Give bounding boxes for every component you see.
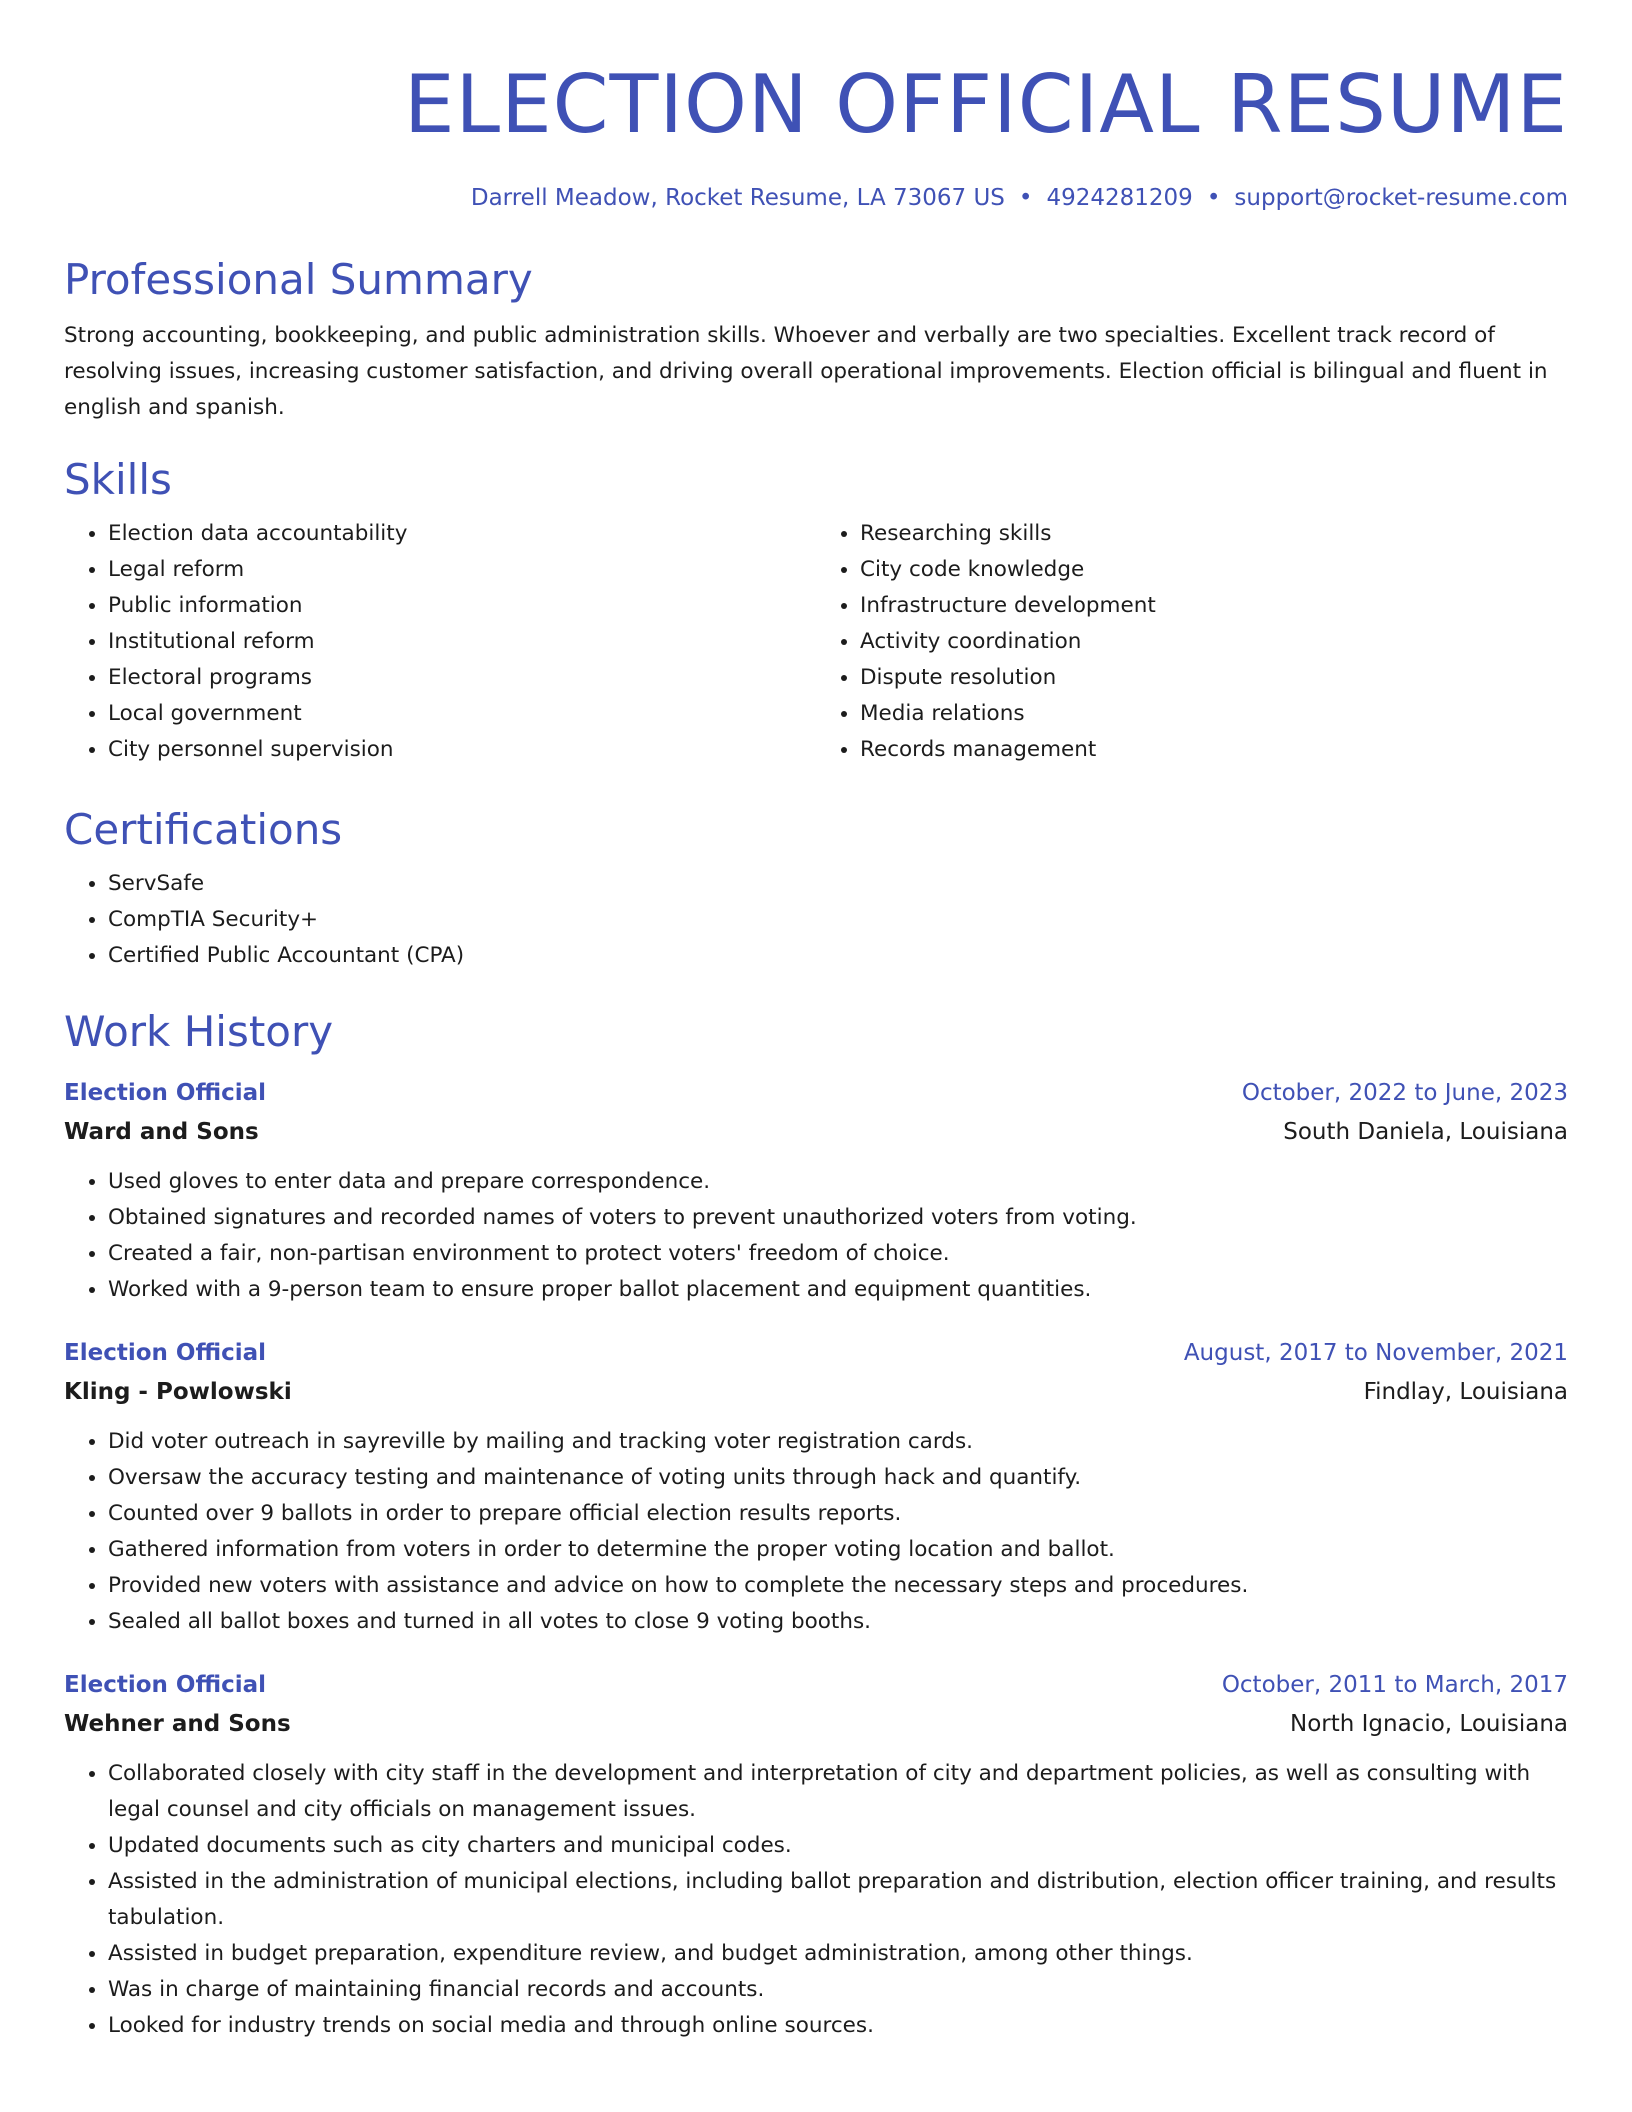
skills-list-right [816,516,1568,768]
job-bullet: • Did voter outreach in sayreville by mailing and tracking voter registration cards. [108,1424,1568,1460]
job-header-row [64,1074,1568,1112]
skill-item: • Local government [108,696,816,732]
skill-item: • Media relations [860,696,1568,732]
job-bullet: • Used gloves to enter data and prepare correspondence. [108,1164,1568,1200]
job-bullet: • Oversaw the accuracy testing and maintenance of voting units through hack and quantify. [108,1460,1568,1496]
skill-item: • Dispute resolution [860,660,1568,696]
skill-item: • Election data accountability [108,516,816,552]
certifications-heading: Certifications [64,805,343,854]
certification-item: • Certified Public Accountant (CPA) [108,938,1568,974]
job-location: Findlay, Louisiana [1363,1379,1568,1405]
resume-title: ELECTION OFFICIAL RESUME [403,58,1568,151]
skill-item: • Infrastructure development [860,588,1568,624]
skill-item: • Legal reform [108,552,816,588]
job-company-row [64,1112,1568,1152]
skill-item: • Public information [108,588,816,624]
certification-item: • ServSafe [108,866,1568,902]
skills-columns [64,516,1568,768]
skills-list-left [64,516,816,768]
job-dates: October, 2011 to March, 2017 [1221,1672,1568,1698]
job-bullet: • Was in charge of maintaining financial records and accounts. [108,1972,1568,2008]
job-location: South Daniela, Louisiana [1283,1119,1568,1145]
job-bullet: • Assisted in budget preparation, expenditure review, and budget administration, among other things. [108,1936,1568,1972]
job-company-row [64,1372,1568,1412]
skill-item: • City code knowledge [860,552,1568,588]
job-company-row [64,1704,1568,1744]
job-entry [64,1074,1568,1308]
certification-item: • CompTIA Security+ [108,902,1568,938]
job-bullet: • Provided new voters with assistance and advice on how to complete the necessary steps and procedures. [108,1568,1568,1604]
job-title: Election Official [64,1340,267,1366]
contact-address: Darrell Meadow, Rocket Resume, LA 73067 US [470,185,1005,211]
summary-text: Strong accounting, bookkeeping, and public administration skills. Whoever and verbally are two specialties. Excellent track record of resolving issues, increasing customer satisfaction, and driving overall operational improvements. Election official is bilingual and fluent in english and spanish. [64,323,1548,420]
job-title: Election Official [64,1080,267,1106]
job-title: Election Official [64,1672,267,1698]
job-bullet: • Updated documents such as city charters and municipal codes. [108,1828,1568,1864]
contact-line [64,180,1568,216]
job-entry [64,1334,1568,1640]
job-bullets [64,1756,1568,2044]
skill-item: • Records management [860,732,1568,768]
skill-item: • City personnel supervision [108,732,816,768]
job-bullets [64,1164,1568,1308]
certifications-list [64,866,1568,974]
job-bullet: • Looked for industry trends on social media and through online sources. [108,2008,1568,2044]
skill-item: • Institutional reform [108,624,816,660]
job-bullet: • Collaborated closely with city staff in the development and interpretation of city and department policies, as well as consulting with legal counsel and city officials on management issues. [108,1756,1568,1828]
skill-item: • Electoral programs [108,660,816,696]
job-location: North Ignacio, Louisiana [1289,1711,1568,1737]
summary-heading: Professional Summary [64,255,533,304]
work-history-list [64,1074,1568,2044]
job-company: Ward and Sons [64,1119,259,1145]
job-entry [64,1666,1568,2044]
contact-separator: • [1206,185,1221,211]
work-history-heading: Work History [64,1007,334,1056]
contact-phone: 4924281209 [1046,185,1193,211]
contact-separator: • [1018,185,1033,211]
job-bullet: • Obtained signatures and recorded names of voters to prevent unauthorized voters from voting. [108,1200,1568,1236]
job-company: Wehner and Sons [64,1711,291,1737]
job-company: Kling - Powlowski [64,1379,292,1405]
job-bullet: • Worked with a 9-person team to ensure proper ballot placement and equipment quantities. [108,1272,1568,1308]
contact-email[interactable]: support@rocket-resume.com [1234,185,1568,211]
job-bullet: • Created a fair, non-partisan environment to protect voters' freedom of choice. [108,1236,1568,1272]
skill-item: • Researching skills [860,516,1568,552]
job-bullet: • Sealed all ballot boxes and turned in all votes to close 9 voting booths. [108,1604,1568,1640]
job-bullet: • Assisted in the administration of municipal elections, including ballot preparation and distribution, election officer training, and results tabulation. [108,1864,1568,1936]
job-dates: August, 2017 to November, 2021 [1183,1340,1568,1366]
job-header-row [64,1334,1568,1372]
job-bullet: • Counted over 9 ballots in order to prepare official election results reports. [108,1496,1568,1532]
skills-heading: Skills [64,455,172,504]
job-header-row [64,1666,1568,1704]
skill-item: • Activity coordination [860,624,1568,660]
job-dates: October, 2022 to June, 2023 [1241,1080,1568,1106]
job-bullet: • Gathered information from voters in order to determine the proper voting location and ballot. [108,1532,1568,1568]
job-bullets [64,1424,1568,1640]
